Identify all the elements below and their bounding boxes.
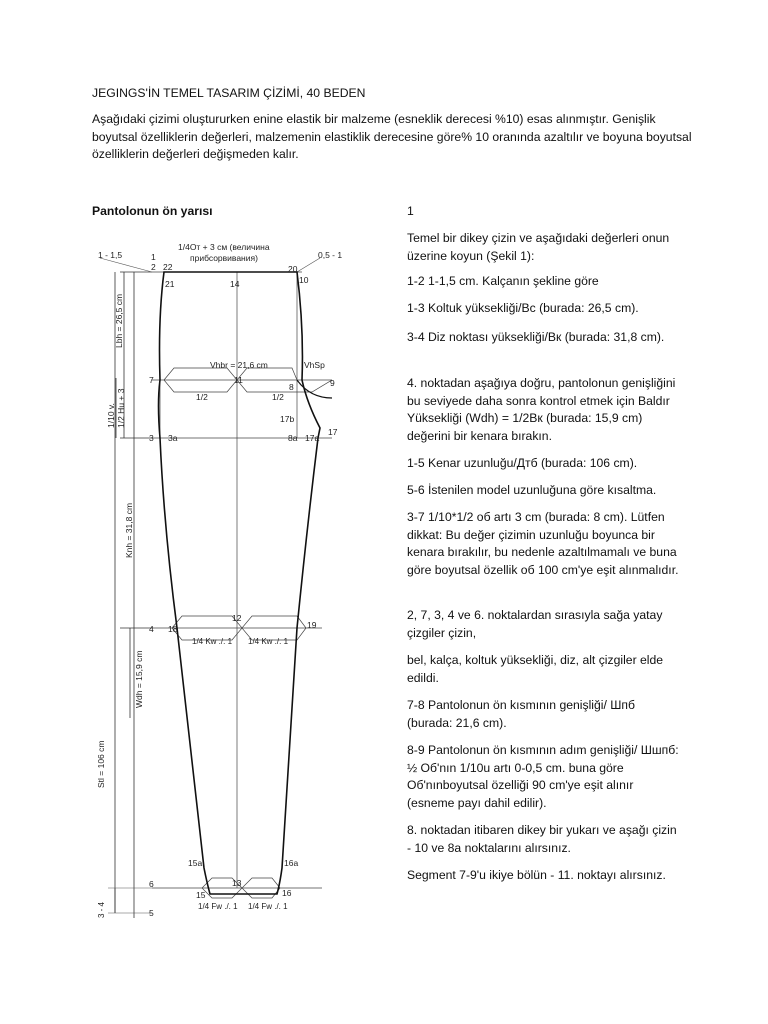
step-text: 5-6 İstenilen model uzunluğuna göre kısaltma. [407, 483, 657, 497]
label-top-formula-2: прибсорвивания) [190, 253, 258, 263]
point-label: 5 [149, 908, 154, 918]
point-label: 14 [230, 279, 240, 289]
label-wdh: Wdh = 15,9 cm [134, 650, 144, 708]
step-text: 1-3 Koltuk yüksekliği/Вс (burada: 26,5 cm). [407, 301, 639, 315]
point-label: 19 [307, 620, 317, 630]
page-number: 1 [407, 204, 414, 218]
step-text: 2, 7, 3, 4 ve 6. noktalardan sırasıyla sağa yatay çizgiler çizin, [407, 608, 663, 640]
step-text: 3-4 Diz noktası yüksekliği/Вк (burada: 31,8 cm). [407, 330, 665, 344]
point-label: 1 [151, 252, 156, 262]
point-label: 13 [232, 878, 242, 888]
label-kw: 1/4 Kw ./. 1 [248, 637, 289, 646]
point-label: 11 [234, 375, 243, 385]
point-label: 9 [330, 378, 335, 388]
point-label: 6 [149, 879, 154, 889]
label-05-1: 0,5 - 1 [318, 250, 343, 260]
label-lbh: Lbh = 26,5 cm [114, 293, 124, 348]
point-label: 8a [288, 433, 298, 443]
label-half: 1/2 [196, 392, 208, 402]
label-knh: Knh = 31,8 cm [124, 502, 134, 558]
label-half: 1/2 [272, 392, 284, 402]
label-1-15: 1 - 1,5 [98, 250, 123, 260]
label-fw: 1/4 Fw ./. 1 [248, 902, 288, 911]
label-three-four: 3 - 4 [97, 901, 106, 918]
point-label: 17a [305, 433, 320, 443]
point-label: 3a [168, 433, 178, 443]
point-label: 20 [288, 264, 298, 274]
label-vhbr: Vhbr = 21,6 cm [210, 360, 268, 370]
step-text: 1-2 1-1,5 cm. Kalçanın şekline göre [407, 274, 599, 288]
step-text: 3-7 1/10*1/2 об artı 3 cm (burada: 8 cm). Lütfen dikkat: Bu değer çizimin uzunluğu boyunca bir kenara bırakılır, bu nedenle azaltılmamalı ve buna göre boyutsal özellik об 100 cm'ye eşit alınmalıdır. [407, 510, 679, 577]
point-label: 16a [284, 858, 299, 868]
point-label: 17 [328, 427, 338, 437]
intro-paragraph: Aşağıdaki çizimi oluştururken enine elastik bir malzeme (esneklik derecesi %10) esas alınmıştır. Genişlik boyutsal özelliklerin değerleri, malzemenin elastiklik derecesine göre% 10 oranında azaltılır ve boyuna boyutsal özelliklerin değerleri değişmeden kalır. [92, 112, 692, 161]
step-text: bel, kalça, koltuk yüksekliği, diz, alt çizgiler elde edildi. [407, 653, 664, 685]
step-text: Temel bir dikey çizin ve aşağıdaki değerleri onun üzerine koyun (Şekil 1): [407, 231, 670, 263]
point-label: 21 [165, 279, 175, 289]
point-label: 12 [232, 613, 242, 623]
label-kw: 1/4 Kw ./. 1 [192, 637, 233, 646]
point-label: 18 [168, 624, 178, 634]
label-half-hu: 1/2 Hu + 3 [116, 388, 126, 428]
label-fw: 1/4 Fw ./. 1 [198, 902, 238, 911]
point-label: 10 [299, 275, 309, 285]
point-label: 22 [163, 262, 173, 272]
point-label: 4 [149, 624, 154, 634]
step-text: 8. noktadan itibaren dikey bir yukarı ve aşağı çizin - 10 ve 8a noktalarını alırsınız. [407, 823, 677, 855]
section-heading: Pantolonun ön yarısı [92, 204, 213, 218]
point-label: 16 [282, 888, 292, 898]
label-vhsp: VhSp [304, 360, 325, 370]
step-text: 7-8 Pantolonun ön kısmının genişliği/ Шпб (burada: 21,6 cm). [407, 698, 635, 730]
point-label: 17b [280, 414, 295, 424]
point-label: 8 [289, 382, 294, 392]
label-stl: Stl = 106 cm [96, 740, 106, 788]
pattern-diagram [92, 228, 350, 938]
point-label: 3 [149, 433, 154, 443]
step-text: 8-9 Pantolonun ön kısmının adım genişliği/ Шшпб: ½ Об'nın 1/10u artı 0-0,5 cm. buna göre Об'nınboyutsal özelliği 90 cm'ye eşit alınır (esneme payı dahil edilir). [407, 743, 679, 810]
label-tenth-v: 1/10 v. [106, 403, 116, 428]
point-label: 15a [188, 858, 203, 868]
step-text: Segment 7-9'u ikiye bölün - 11. noktayı alırsınız. [407, 868, 666, 882]
point-label: 2 [151, 262, 156, 272]
document-title: JEGINGS'İN TEMEL TASARIM ÇİZİMİ, 40 BEDEN [92, 86, 366, 100]
point-label: 7 [149, 375, 154, 385]
label-top-formula: 1/4От + 3 см (величина [178, 242, 270, 252]
step-text: 4. noktadan aşağıya doğru, pantolonun genişliğini bu seviyede daha sonra kontrol etmek için Baldır Yüksekliği (Wdh) = 1/2Вк (burada: 15,9 cm) değerini bir kenara bırakın. [407, 376, 676, 443]
point-label: 15 [196, 890, 206, 900]
step-text: 1-5 Kenar uzunluğu/Дтб (burada: 106 cm). [407, 456, 638, 470]
